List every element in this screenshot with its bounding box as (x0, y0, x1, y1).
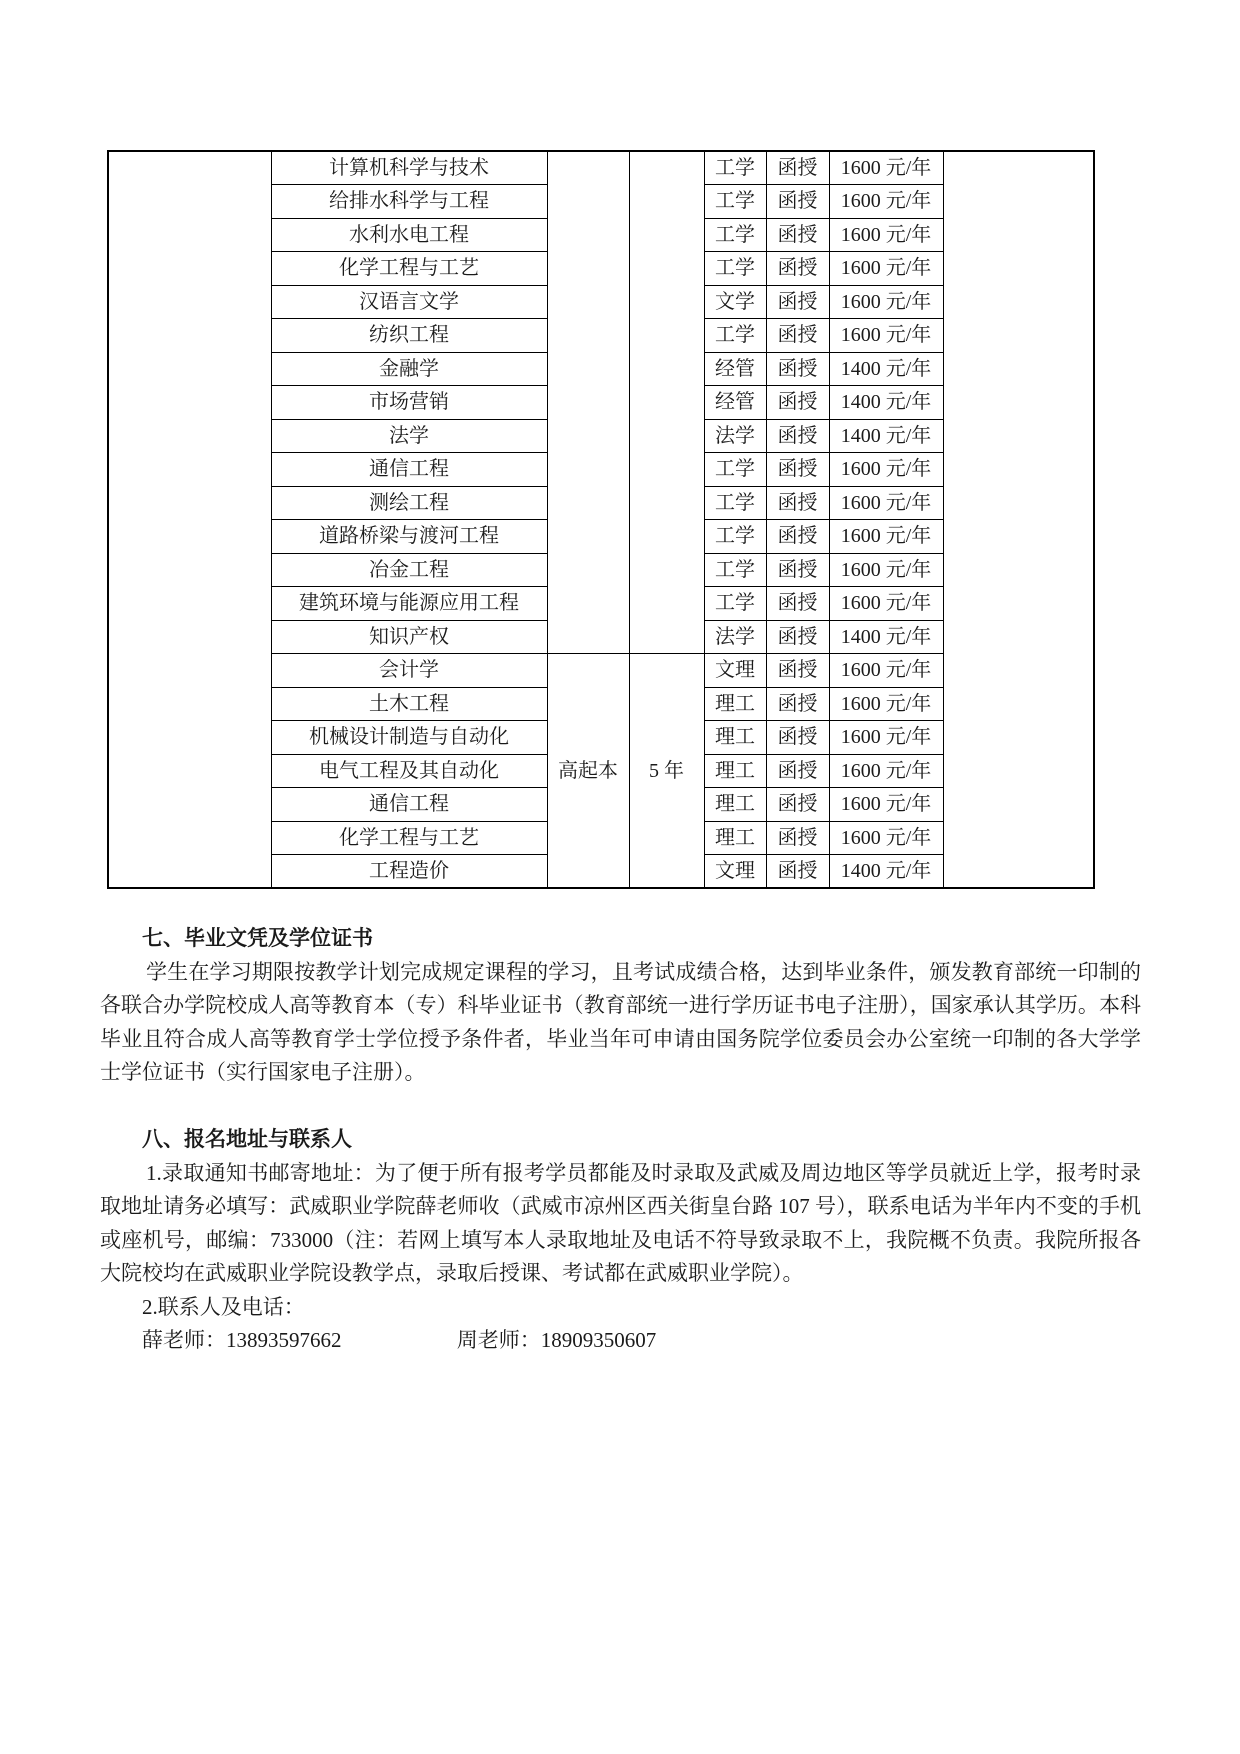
cell-tuition: 1600 元/年 (829, 520, 943, 554)
cell-method: 函授 (766, 620, 829, 654)
cell-major: 通信工程 (271, 788, 547, 822)
cell-major: 工程造价 (271, 855, 547, 889)
cell-major: 法学 (271, 419, 547, 453)
cell-category: 理工 (704, 754, 766, 788)
cell-tuition: 1600 元/年 (829, 285, 943, 319)
cell-major: 道路桥梁与渡河工程 (271, 520, 547, 554)
cell-method: 函授 (766, 319, 829, 353)
cell-method: 函授 (766, 587, 829, 621)
cell-method: 函授 (766, 855, 829, 889)
cell-major: 市场营销 (271, 386, 547, 420)
cell-method: 函授 (766, 520, 829, 554)
cell-tuition: 1600 元/年 (829, 587, 943, 621)
cell-method: 函授 (766, 754, 829, 788)
section8-heading: 八、报名地址与联系人 (142, 1127, 352, 1151)
cell-level (547, 151, 629, 654)
cell-method: 函授 (766, 687, 829, 721)
cell-major: 化学工程与工艺 (271, 252, 547, 286)
cell-tuition: 1400 元/年 (829, 855, 943, 889)
cell-tuition: 1400 元/年 (829, 620, 943, 654)
contacts-label: 2.联系人及电话： (142, 1294, 305, 1319)
cell-tuition: 1600 元/年 (829, 721, 943, 755)
cell-category: 理工 (704, 821, 766, 855)
cell-major: 纺织工程 (271, 319, 547, 353)
merged-right-cell (943, 151, 1094, 888)
contacts-line (100, 1324, 1141, 1358)
cell-duration: 5 年 (629, 654, 704, 889)
cell-major: 计算机科学与技术 (271, 151, 547, 185)
cell-method: 函授 (766, 486, 829, 520)
cell-tuition: 1600 元/年 (829, 687, 943, 721)
cell-tuition: 1400 元/年 (829, 419, 943, 453)
cell-method: 函授 (766, 553, 829, 587)
cell-tuition: 1600 元/年 (829, 486, 943, 520)
cell-major: 冶金工程 (271, 553, 547, 587)
cell-category: 法学 (704, 620, 766, 654)
cell-method: 函授 (766, 821, 829, 855)
table-row (108, 151, 1094, 185)
cell-category: 法学 (704, 419, 766, 453)
cell-method: 函授 (766, 419, 829, 453)
cell-tuition: 1600 元/年 (829, 788, 943, 822)
cell-major: 测绘工程 (271, 486, 547, 520)
cell-major: 化学工程与工艺 (271, 821, 547, 855)
section8-paragraph: 1.录取通知书邮寄地址：为了便于所有报考学员都能及时录取及武威及周边地区等学员就近上学，报考时录取地址请务必填写：武威职业学院薛老师收（武威市凉州区西关街皇台路 107 号），联系电话为半年内不变的手机或座机号，邮编：733000（注：若网上填写本人录取地址及电话不符导致录取不上，我院概不负责。我院所报各大院校均在武威职业学院设教学点，录取后授课、考试都在武威职业学院）。 (100, 1160, 1141, 1285)
cell-category: 经管 (704, 386, 766, 420)
text-sections (100, 922, 1141, 1358)
cell-method: 函授 (766, 252, 829, 286)
cell-tuition: 1600 元/年 (829, 151, 943, 185)
cell-method: 函授 (766, 721, 829, 755)
cell-method: 函授 (766, 453, 829, 487)
cell-category: 工学 (704, 218, 766, 252)
cell-major: 会计学 (271, 654, 547, 688)
cell-major: 水利水电工程 (271, 218, 547, 252)
cell-tuition: 1600 元/年 (829, 453, 943, 487)
cell-major: 电气工程及其自动化 (271, 754, 547, 788)
cell-category: 理工 (704, 721, 766, 755)
cell-category: 经管 (704, 352, 766, 386)
cell-tuition: 1600 元/年 (829, 654, 943, 688)
cell-tuition: 1600 元/年 (829, 821, 943, 855)
cell-tuition: 1400 元/年 (829, 386, 943, 420)
cell-level: 高起本 (547, 654, 629, 889)
cell-major: 汉语言文学 (271, 285, 547, 319)
cell-category: 工学 (704, 453, 766, 487)
cell-major: 知识产权 (271, 620, 547, 654)
merged-left-cell (108, 151, 271, 888)
cell-category: 工学 (704, 319, 766, 353)
cell-major: 机械设计制造与自动化 (271, 721, 547, 755)
cell-category: 工学 (704, 553, 766, 587)
cell-method: 函授 (766, 788, 829, 822)
cell-category: 文学 (704, 285, 766, 319)
cell-tuition: 1600 元/年 (829, 252, 943, 286)
cell-method: 函授 (766, 352, 829, 386)
cell-major: 建筑环境与能源应用工程 (271, 587, 547, 621)
cell-major: 金融学 (271, 352, 547, 386)
cell-major: 土木工程 (271, 687, 547, 721)
cell-duration (629, 151, 704, 654)
cell-category: 工学 (704, 252, 766, 286)
cell-category: 工学 (704, 520, 766, 554)
cell-category: 文理 (704, 654, 766, 688)
cell-category: 工学 (704, 185, 766, 219)
cell-tuition: 1600 元/年 (829, 319, 943, 353)
cell-method: 函授 (766, 654, 829, 688)
section7-paragraph: 学生在学习期限按教学计划完成规定课程的学习，且考试成绩合格，达到毕业条件，颁发教育部统一印制的各联合办学院校成人高等教育本（专）科毕业证书（教育部统一进行学历证书电子注册），国家承认其学历。本科毕业且符合成人高等教育学士学位授予条件者，毕业当年可申请由国务院学位委员会办公室统一印制的各大学学士学位证书（实行国家电子注册）。 (100, 959, 1141, 1084)
contact-teacher-xue: 薛老师：13893597662 (142, 1328, 342, 1352)
cell-tuition: 1600 元/年 (829, 553, 943, 587)
cell-method: 函授 (766, 185, 829, 219)
programs-table-body (108, 151, 1094, 888)
cell-category: 理工 (704, 788, 766, 822)
cell-method: 函授 (766, 218, 829, 252)
cell-tuition: 1600 元/年 (829, 185, 943, 219)
cell-category: 理工 (704, 687, 766, 721)
programs-table (107, 150, 1095, 889)
cell-category: 工学 (704, 151, 766, 185)
cell-category: 文理 (704, 855, 766, 889)
cell-category: 工学 (704, 587, 766, 621)
cell-major: 通信工程 (271, 453, 547, 487)
cell-major: 给排水科学与工程 (271, 185, 547, 219)
section7-heading: 七、毕业文凭及学位证书 (142, 926, 373, 950)
cell-tuition: 1400 元/年 (829, 352, 943, 386)
cell-method: 函授 (766, 151, 829, 185)
cell-method: 函授 (766, 386, 829, 420)
cell-tuition: 1600 元/年 (829, 218, 943, 252)
cell-tuition: 1600 元/年 (829, 754, 943, 788)
contact-teacher-zhou: 周老师：18909350607 (456, 1328, 657, 1352)
cell-category: 工学 (704, 486, 766, 520)
cell-method: 函授 (766, 285, 829, 319)
